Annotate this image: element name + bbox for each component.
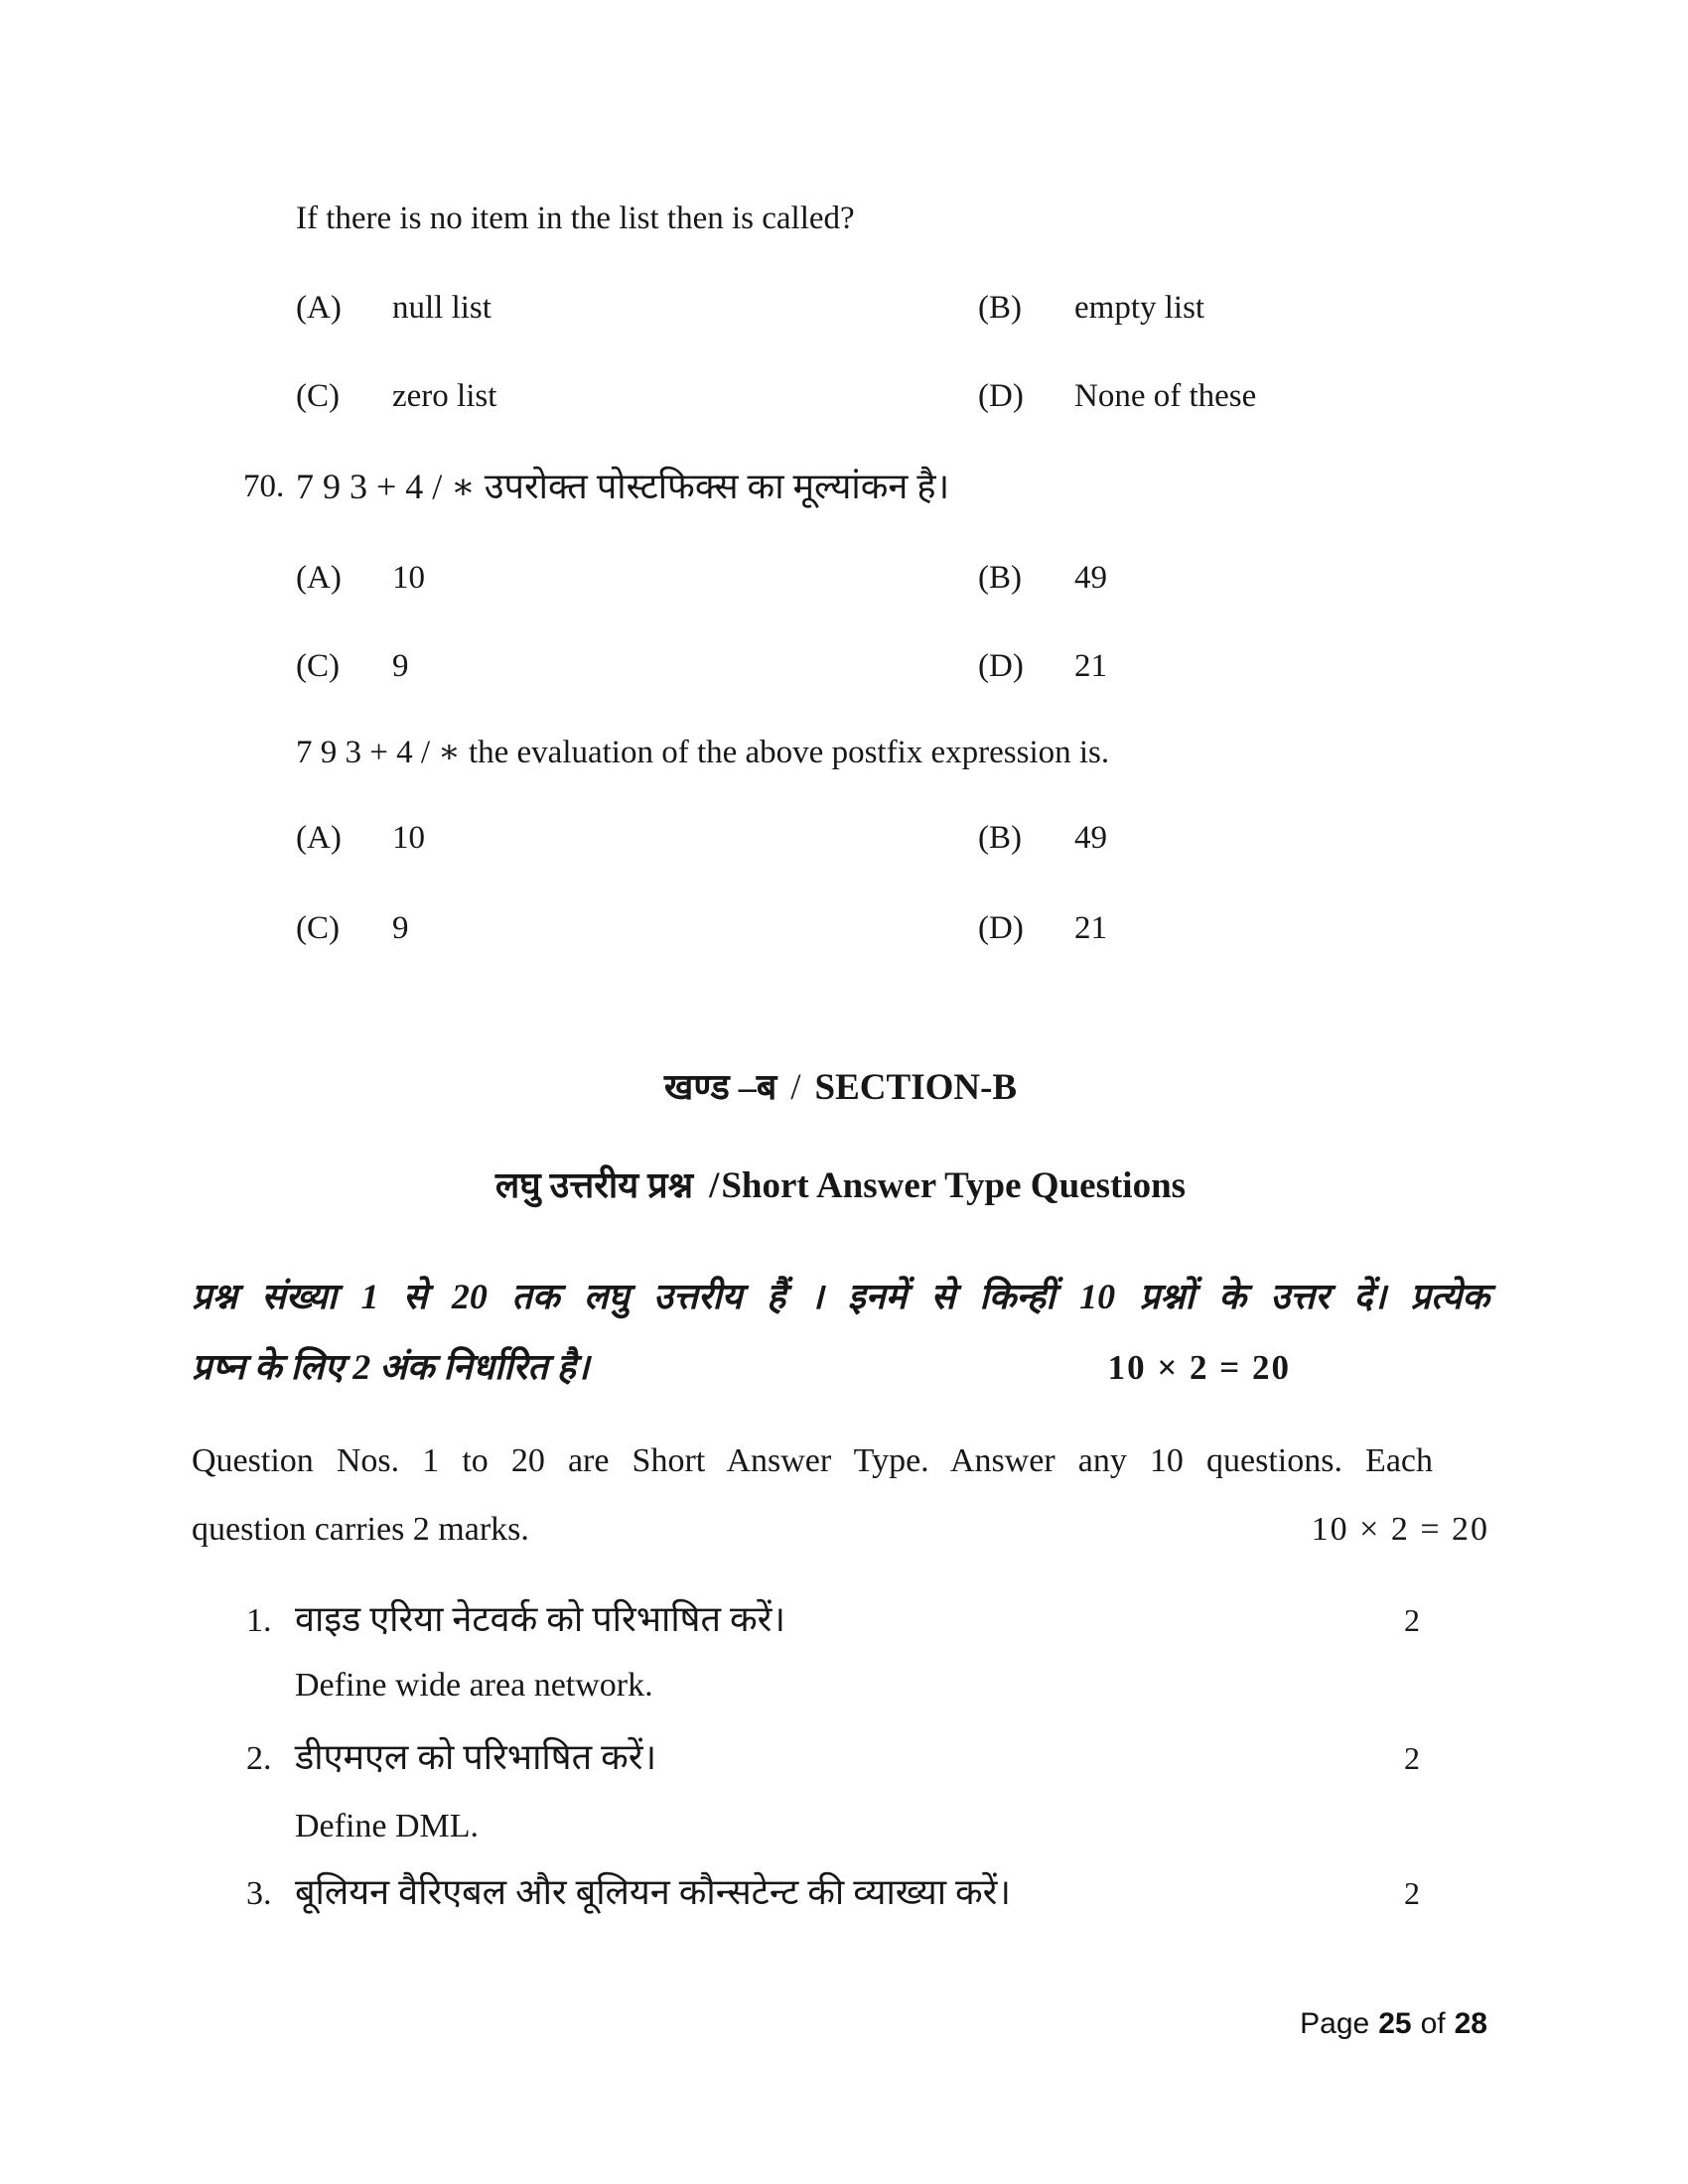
footer-current-page: 25 — [1378, 2007, 1412, 2040]
question-marks: 2 — [1404, 1740, 1420, 1776]
option-letter: (A) — [296, 290, 342, 326]
option-letter: (D) — [978, 910, 1024, 946]
option-text: 49 — [1074, 820, 1107, 856]
page-number-footer — [1300, 2007, 1487, 2041]
option-text: 21 — [1074, 648, 1107, 684]
option-d — [978, 645, 1107, 688]
question-1-english: Define wide area network. — [295, 1667, 653, 1704]
option-text: empty list — [1074, 290, 1205, 326]
marks-expression: 10 × 2 = 20 — [1107, 1348, 1291, 1387]
question-number: 1. — [246, 1602, 272, 1639]
q70-hindi-options-row-2 — [296, 645, 1489, 688]
question-hindi-text: डीएमएल को परिभाषित करें। — [295, 1737, 657, 1777]
instructions-english-line1: Question Nos. 1 to 20 are Short Answer Type. Answer any 10 questions. Each — [192, 1442, 1433, 1479]
option-text: None of these — [1074, 378, 1257, 414]
section-heading-hindi: खण्ड –ब — [663, 1067, 777, 1107]
carryover-options-row-1 — [296, 287, 1489, 330]
option-c — [296, 375, 978, 418]
option-c — [296, 907, 978, 950]
option-d — [978, 907, 1107, 950]
question-70-english-text: 7 9 3 + 4 / ∗ the evaluation of the above postfix expression is. — [296, 735, 1110, 770]
q70-english-options-row-2 — [296, 907, 1489, 950]
subheading-hindi: लघु उत्तरीय प्रश्न — [494, 1165, 694, 1205]
question-70-hindi-text: 7 9 3 + 4 / ∗ उपरोक्त पोस्टफिक्स का मूल्यांकन है। — [296, 467, 950, 506]
instructions-english-line2-text: question carries 2 marks. — [192, 1511, 529, 1548]
question-number: 3. — [246, 1875, 272, 1912]
footer-total-pages: 28 — [1454, 2007, 1487, 2040]
question-hindi-text: बूलियन वैरिएबल और बूलियन कौन्सटेन्ट की व्याख्या करें। — [295, 1872, 1012, 1912]
question-3-row — [246, 1870, 1489, 1916]
option-a — [296, 287, 978, 330]
option-text: 21 — [1074, 910, 1107, 946]
option-text: null list — [392, 290, 492, 326]
instructions-hindi-line2-text: प्रष्न के लिए 2 अंक निर्धारित है। — [192, 1347, 590, 1387]
option-b — [978, 557, 1107, 600]
footer-of-label: of — [1420, 2007, 1446, 2040]
option-letter: (A) — [296, 820, 342, 856]
question-number: 70. — [243, 469, 285, 504]
option-letter: (A) — [296, 560, 342, 596]
option-text: 10 — [392, 820, 425, 856]
footer-page-label: Page — [1300, 2007, 1370, 2040]
carryover-question-text: If there is no item in the list then is called? — [296, 201, 855, 236]
marks-expression: 10 × 2 = 20 — [1311, 1511, 1489, 1548]
option-c — [296, 645, 978, 688]
subheading-separator: / — [709, 1165, 720, 1206]
question-70-hindi — [243, 465, 1489, 509]
option-text: 9 — [392, 910, 409, 946]
option-letter: (D) — [978, 648, 1024, 684]
option-letter: (B) — [978, 820, 1022, 856]
section-b-heading — [192, 1063, 1489, 1112]
q70-hindi-options-row-1 — [296, 557, 1489, 600]
option-letter: (C) — [296, 910, 340, 946]
question-marks: 2 — [1404, 1602, 1420, 1638]
question-1-row — [246, 1597, 1489, 1643]
q70-english-options-row-1 — [296, 817, 1489, 860]
question-hindi-text: वाइड एरिया नेटवर्क को परिभाषित करें। — [295, 1599, 785, 1639]
option-b — [978, 817, 1107, 860]
instructions-hindi-line2 — [192, 1332, 1489, 1403]
option-letter: (C) — [296, 648, 340, 684]
carryover-options-row-2 — [296, 375, 1489, 418]
option-b — [978, 287, 1204, 330]
option-letter: (C) — [296, 378, 340, 414]
option-letter: (B) — [978, 560, 1022, 596]
option-text: 10 — [392, 560, 425, 596]
question-marks: 2 — [1404, 1875, 1420, 1911]
instructions-english — [192, 1427, 1489, 1564]
option-text: 9 — [392, 648, 409, 684]
option-d — [978, 375, 1256, 418]
heading-separator: / — [790, 1067, 801, 1108]
option-a — [296, 557, 978, 600]
question-2-english: Define DML. — [295, 1808, 480, 1844]
option-letter: (B) — [978, 290, 1022, 326]
instructions-hindi — [192, 1262, 1489, 1403]
option-text: zero list — [392, 378, 497, 414]
question-2-row — [246, 1735, 1489, 1781]
option-text: 49 — [1074, 560, 1107, 596]
section-heading-english: SECTION-B — [814, 1067, 1018, 1108]
instructions-english-line2 — [192, 1495, 1489, 1564]
question-number: 2. — [246, 1740, 272, 1777]
option-letter: (D) — [978, 378, 1024, 414]
short-answer-heading — [192, 1161, 1489, 1210]
subheading-english: Short Answer Type Questions — [721, 1165, 1187, 1206]
instructions-hindi-line1: प्रश्न संख्या 1 से 20 तक लघु उत्तरीय हैं । इनमें से किन्हीं 10 प्रश्नों के उत्तर दें। प्रत्येक — [192, 1277, 1489, 1316]
option-a — [296, 817, 978, 860]
